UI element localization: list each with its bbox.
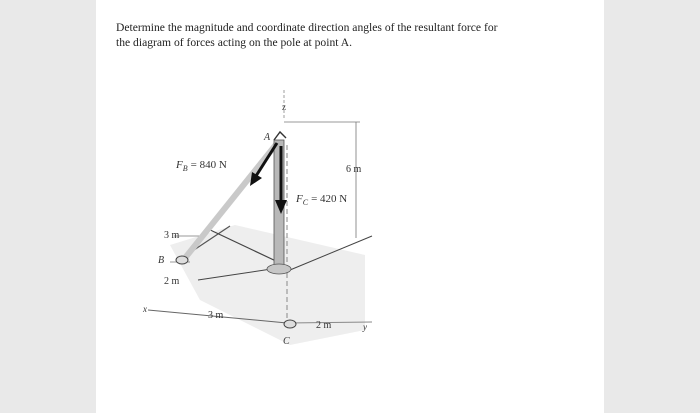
force-c-label: $F_C = 420$ N [296, 193, 348, 207]
anchor-c [284, 320, 296, 328]
dim-2m-bottom-label: 2 m [316, 320, 332, 331]
pole-top [274, 132, 286, 140]
problem-line-2: the diagram of forces acting on the pole at point A. [116, 36, 352, 49]
y-axis-label: y [363, 322, 367, 332]
height-label: 6 m [346, 164, 362, 175]
dim-3m-bottom-label: 3 m [208, 310, 224, 321]
dim-3m-left-label: 3 m [164, 230, 180, 241]
z-axis-label: z [282, 102, 286, 112]
point-b-label: B [158, 255, 165, 266]
problem-line-1: Determine the magnitude and coordinate direction angles of the resultant force for [116, 21, 498, 34]
point-c-label: C [283, 336, 290, 347]
anchor-b [176, 256, 188, 264]
x-axis-label: x [143, 304, 147, 314]
point-a-label: A [264, 132, 271, 143]
force-b-label: $F_B = 840$ N [176, 159, 227, 173]
dim-2m-left-label: 2 m [164, 276, 180, 287]
pole-base [267, 264, 291, 274]
